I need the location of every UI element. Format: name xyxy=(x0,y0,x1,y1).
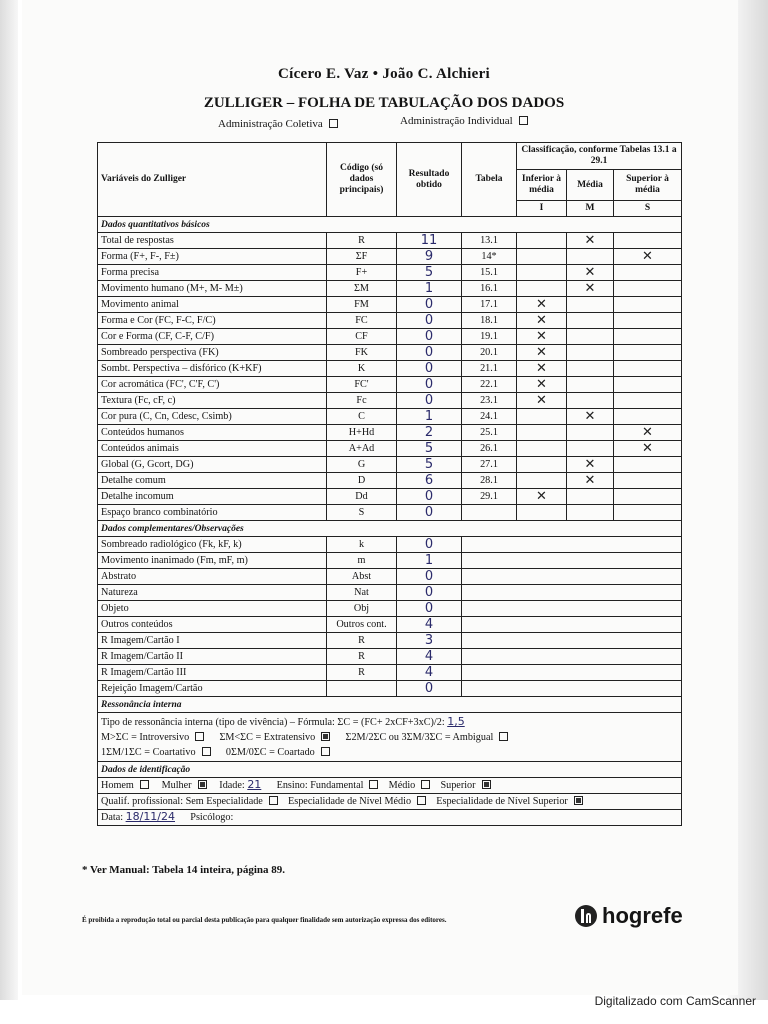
class-cell-i[interactable] xyxy=(517,425,567,441)
header-media: Média xyxy=(567,170,614,201)
class-cell-i[interactable] xyxy=(517,361,567,377)
row-code: F+ xyxy=(327,265,397,281)
row-code: S xyxy=(327,505,397,521)
table-row xyxy=(98,393,682,409)
table-row xyxy=(98,345,682,361)
row-name: Cor e Forma (CF, C-F, C/F) xyxy=(98,329,327,345)
comp-code: R xyxy=(327,649,397,665)
row-result[interactable]: 1 xyxy=(397,281,462,297)
row-result[interactable]: 5 xyxy=(397,265,462,281)
section-complementares: Dados complementares/Observações xyxy=(98,521,682,537)
ensino-label: Ensino: Fundamental xyxy=(276,780,364,791)
row-code: CF xyxy=(327,329,397,345)
class-cell-m[interactable] xyxy=(567,265,614,281)
row-table: 23.1 xyxy=(462,393,517,409)
table-row xyxy=(98,409,682,425)
class-cell-i[interactable] xyxy=(517,265,567,281)
table-row xyxy=(98,617,682,633)
ressonancia-formula: Tipo de ressonância interna (tipo de vivência) – Fórmula: ΣC = (FC+ 2xCF+3xC)/2: xyxy=(101,717,445,728)
class-cell-m[interactable] xyxy=(567,489,614,505)
comp-result[interactable]: 0 xyxy=(397,681,462,697)
admin-coletiva-checkbox[interactable] xyxy=(329,119,338,128)
row-name: Conteúdos humanos xyxy=(98,425,327,441)
comp-name: R Imagem/Cartão III xyxy=(98,665,327,681)
row-name: Sombt. Perspectiva – disfórico (K+KF) xyxy=(98,361,327,377)
introversivo-checkbox[interactable] xyxy=(195,732,204,741)
extratensivo-label: ΣM<ΣC = Extratensivo xyxy=(219,732,316,743)
class-cell-s[interactable] xyxy=(614,377,682,393)
idade-value[interactable]: 21 xyxy=(247,778,262,791)
x-mark-icon: ✕ xyxy=(536,312,547,328)
table-row xyxy=(98,681,682,697)
nivel-medio-checkbox[interactable] xyxy=(417,796,426,805)
class-cell-i[interactable] xyxy=(517,377,567,393)
comp-result[interactable]: 1 xyxy=(397,553,462,569)
x-mark-icon: ✕ xyxy=(584,456,596,472)
sem-especialidade-checkbox[interactable] xyxy=(269,796,278,805)
admin-coletiva xyxy=(218,118,338,130)
class-cell-s[interactable] xyxy=(614,441,682,457)
footnote: * Ver Manual: Tabela 14 inteira, página 89. xyxy=(82,864,286,876)
identificacao-row-1 xyxy=(98,778,682,794)
comp-name: Sombreado radiológico (Fk, kF, k) xyxy=(98,537,327,553)
row-code: FC' xyxy=(327,377,397,393)
row-result[interactable]: 1 xyxy=(397,409,462,425)
comp-name: Rejeição Imagem/Cartão xyxy=(98,681,327,697)
row-name: Forma precisa xyxy=(98,265,327,281)
ambigual-checkbox[interactable] xyxy=(499,732,508,741)
coartado-label: 0ΣM/0ΣC = Coartado xyxy=(225,747,315,758)
row-table: 14* xyxy=(462,249,517,265)
table-row xyxy=(98,649,682,665)
row-name: Total de respostas xyxy=(98,233,327,249)
comp-code: Abst xyxy=(327,569,397,585)
class-cell-s[interactable] xyxy=(614,409,682,425)
comp-code: Obj xyxy=(327,601,397,617)
comp-blank xyxy=(462,649,682,665)
x-mark-icon: ✕ xyxy=(584,472,596,488)
admin-individual-checkbox[interactable] xyxy=(519,116,528,125)
comp-blank xyxy=(462,569,682,585)
row-code: FK xyxy=(327,345,397,361)
ressonancia-block xyxy=(98,713,682,762)
class-cell-m[interactable] xyxy=(567,233,614,249)
ressonancia-value[interactable]: 1,5 xyxy=(447,715,465,728)
class-cell-i[interactable] xyxy=(517,489,567,505)
class-cell-m[interactable] xyxy=(567,361,614,377)
header-variaveis: Variáveis do Zulliger xyxy=(98,143,327,217)
row-code: C xyxy=(327,409,397,425)
row-table: 18.1 xyxy=(462,313,517,329)
x-mark-icon: ✕ xyxy=(642,424,653,440)
class-cell-i[interactable] xyxy=(517,281,567,297)
row-table: 24.1 xyxy=(462,409,517,425)
row-name: Forma e Cor (FC, F-C, F/C) xyxy=(98,313,327,329)
coartado-checkbox[interactable] xyxy=(321,747,330,756)
comp-blank xyxy=(462,601,682,617)
introversivo-label: M>ΣC = Introversivo xyxy=(101,732,190,743)
header-classificacao: Classificação, conforme Tabelas 13.1 a 29.1 xyxy=(517,143,682,170)
table-row xyxy=(98,297,682,313)
table-row xyxy=(98,361,682,377)
class-cell-s[interactable] xyxy=(614,313,682,329)
extratensivo-checkbox[interactable] xyxy=(321,732,330,741)
row-table: 29.1 xyxy=(462,489,517,505)
header-inferior: Inferior à média xyxy=(517,170,567,201)
table-row xyxy=(98,329,682,345)
scan-edge-left xyxy=(0,0,18,1000)
table-row xyxy=(98,425,682,441)
comp-name: R Imagem/Cartão II xyxy=(98,649,327,665)
class-cell-i[interactable] xyxy=(517,313,567,329)
row-code: ΣF xyxy=(327,249,397,265)
table-row xyxy=(98,313,682,329)
class-cell-s[interactable] xyxy=(614,457,682,473)
class-cell-s[interactable] xyxy=(614,281,682,297)
class-cell-s[interactable] xyxy=(614,489,682,505)
admin-individual-label: Administração Individual xyxy=(400,115,513,127)
class-cell-m[interactable] xyxy=(567,329,614,345)
comp-result[interactable]: 4 xyxy=(397,617,462,633)
table-row xyxy=(98,281,682,297)
row-name: Sombreado perspectiva (FK) xyxy=(98,345,327,361)
row-table: 28.1 xyxy=(462,473,517,489)
row-table: 15.1 xyxy=(462,265,517,281)
class-cell-i[interactable] xyxy=(517,345,567,361)
row-name: Detalhe incomum xyxy=(98,489,327,505)
x-mark-icon: ✕ xyxy=(536,392,547,408)
row-table: 27.1 xyxy=(462,457,517,473)
table-row xyxy=(98,601,682,617)
class-cell-s[interactable] xyxy=(614,329,682,345)
row-name: Detalhe comum xyxy=(98,473,327,489)
class-cell-m[interactable] xyxy=(567,377,614,393)
class-cell-s[interactable] xyxy=(614,249,682,265)
table-row xyxy=(98,537,682,553)
class-cell-s[interactable] xyxy=(614,265,682,281)
homem-checkbox[interactable] xyxy=(140,780,149,789)
header-resultado: Resultado obtido xyxy=(397,143,462,217)
comp-code: R xyxy=(327,665,397,681)
table-row xyxy=(98,457,682,473)
comp-name: Movimento inanimado (Fm, mF, m) xyxy=(98,553,327,569)
comp-result[interactable]: 4 xyxy=(397,649,462,665)
row-table: 20.1 xyxy=(462,345,517,361)
x-mark-icon: ✕ xyxy=(584,280,596,296)
table-row xyxy=(98,249,682,265)
table-row xyxy=(98,489,682,505)
idade-label: Idade: xyxy=(219,780,245,791)
row-name: Forma (F+, F-, F±) xyxy=(98,249,327,265)
class-cell-i[interactable] xyxy=(517,297,567,313)
class-cell-m[interactable] xyxy=(567,249,614,265)
fundamental-checkbox[interactable] xyxy=(369,780,378,789)
comp-result[interactable]: 0 xyxy=(397,601,462,617)
row-result[interactable]: 0 xyxy=(397,505,462,521)
header-s: S xyxy=(614,201,682,217)
x-mark-icon: ✕ xyxy=(536,296,547,312)
class-cell-s[interactable] xyxy=(614,393,682,409)
class-cell-i[interactable] xyxy=(517,329,567,345)
hogrefe-logo-text: hogrefe xyxy=(602,903,683,928)
section-quantitativos: Dados quantitativos básicos xyxy=(98,217,682,233)
superior-label: Superior xyxy=(440,780,476,791)
section-ressonancia: Ressonância interna xyxy=(98,697,682,713)
row-result[interactable]: 0 xyxy=(397,345,462,361)
row-code: H+Hd xyxy=(327,425,397,441)
comp-name: Objeto xyxy=(98,601,327,617)
x-mark-icon: ✕ xyxy=(536,376,547,392)
table-row xyxy=(98,377,682,393)
class-cell-s[interactable] xyxy=(614,297,682,313)
row-name: Espaço branco combinatório xyxy=(98,505,327,521)
comp-code: k xyxy=(327,537,397,553)
x-mark-icon: ✕ xyxy=(536,488,547,504)
admin-coletiva-label: Administração Coletiva xyxy=(218,118,323,130)
section-identificacao: Dados de identificação xyxy=(98,762,682,778)
row-result[interactable]: 11 xyxy=(397,233,462,249)
comp-blank xyxy=(462,633,682,649)
table-row xyxy=(98,665,682,681)
row-table: 25.1 xyxy=(462,425,517,441)
row-code: G xyxy=(327,457,397,473)
comp-blank xyxy=(462,537,682,553)
table-row xyxy=(98,473,682,489)
row-name: Cor pura (C, Cn, Cdesc, Csimb) xyxy=(98,409,327,425)
comp-code: Nat xyxy=(327,585,397,601)
row-table: 26.1 xyxy=(462,441,517,457)
row-code: FM xyxy=(327,297,397,313)
class-cell-s[interactable] xyxy=(614,473,682,489)
tabulation-table xyxy=(97,142,682,826)
medio-label: Médio xyxy=(388,780,416,791)
class-cell-i[interactable] xyxy=(517,233,567,249)
class-cell-i[interactable] xyxy=(517,249,567,265)
data-label: Data: xyxy=(101,812,124,823)
row-code: K xyxy=(327,361,397,377)
row-result[interactable]: 9 xyxy=(397,249,462,265)
row-table: 16.1 xyxy=(462,281,517,297)
comp-name: R Imagem/Cartão I xyxy=(98,633,327,649)
row-result[interactable]: 5 xyxy=(397,457,462,473)
x-mark-icon: ✕ xyxy=(584,264,596,280)
class-cell-i[interactable] xyxy=(517,393,567,409)
row-name: Global (G, Gcort, DG) xyxy=(98,457,327,473)
comp-code: R xyxy=(327,633,397,649)
row-result[interactable]: 0 xyxy=(397,393,462,409)
nivel-medio-label: Especialidade de Nível Médio xyxy=(288,795,412,807)
hogrefe-logo xyxy=(575,902,683,930)
comp-name: Outros conteúdos xyxy=(98,617,327,633)
admin-individual xyxy=(400,115,528,127)
legal-notice: É proibida a reprodução total ou parcial desta publicação para qualquer finalidade sem autorização expressa dos editores. xyxy=(82,916,447,924)
header-tabela: Tabela xyxy=(462,143,517,217)
row-name: Textura (Fc, cF, c) xyxy=(98,393,327,409)
comp-blank xyxy=(462,681,682,697)
qualif-label: Qualif. profissional: Sem Especialidade xyxy=(101,795,263,807)
row-code: R xyxy=(327,233,397,249)
table-row xyxy=(98,553,682,569)
comp-result[interactable]: 3 xyxy=(397,633,462,649)
table-row xyxy=(98,585,682,601)
class-cell-m[interactable] xyxy=(567,473,614,489)
authors: Cícero E. Vaz • João C. Alchieri xyxy=(277,66,491,82)
comp-code: Outros cont. xyxy=(327,617,397,633)
class-cell-m[interactable] xyxy=(567,345,614,361)
x-mark-icon: ✕ xyxy=(536,328,547,344)
ambigual-label: Σ2M/2ΣC ou 3ΣM/3ΣC = Ambigual xyxy=(345,732,494,743)
table-row xyxy=(98,505,682,521)
row-code: Fc xyxy=(327,393,397,409)
row-result[interactable]: 0 xyxy=(397,489,462,505)
row-table: 17.1 xyxy=(462,297,517,313)
comp-blank xyxy=(462,585,682,601)
comp-blank xyxy=(462,617,682,633)
class-cell-s[interactable] xyxy=(614,345,682,361)
medio-checkbox[interactable] xyxy=(421,780,430,789)
class-cell-i[interactable] xyxy=(517,473,567,489)
row-table: 22.1 xyxy=(462,377,517,393)
class-cell-m[interactable] xyxy=(567,313,614,329)
camscanner-watermark: Digitalizado com CamScanner xyxy=(594,994,756,1008)
class-cell-s[interactable] xyxy=(614,361,682,377)
form-title: ZULLIGER – FOLHA DE TABULAÇÃO DOS DADOS xyxy=(203,95,565,111)
class-cell-m[interactable] xyxy=(567,409,614,425)
comp-blank xyxy=(462,553,682,569)
hogrefe-logo-icon xyxy=(575,905,597,927)
row-table xyxy=(462,505,517,521)
coartativo-label: 1ΣM/1ΣC = Coartativo xyxy=(101,747,196,758)
row-code: A+Ad xyxy=(327,441,397,457)
mulher-label: Mulher xyxy=(161,780,192,791)
row-name: Movimento humano (M+, M- M±) xyxy=(98,281,327,297)
comp-result[interactable]: 4 xyxy=(397,665,462,681)
comp-result[interactable]: 0 xyxy=(397,585,462,601)
class-cell-s[interactable] xyxy=(614,505,682,521)
row-code: ΣM xyxy=(327,281,397,297)
row-name: Cor acromática (FC', C'F, C') xyxy=(98,377,327,393)
x-mark-icon: ✕ xyxy=(536,360,547,376)
data-value[interactable]: 18/11/24 xyxy=(125,810,176,823)
class-cell-m[interactable] xyxy=(567,393,614,409)
header-codigo: Código (só dados principais) xyxy=(327,143,397,217)
identificacao-row-2 xyxy=(98,794,682,810)
header-i: I xyxy=(517,201,567,217)
row-result[interactable]: 0 xyxy=(397,377,462,393)
class-cell-i[interactable] xyxy=(517,457,567,473)
table-row xyxy=(98,441,682,457)
mulher-checkbox[interactable] xyxy=(198,780,207,789)
class-cell-s[interactable] xyxy=(614,233,682,249)
class-cell-m[interactable] xyxy=(567,441,614,457)
row-code: D xyxy=(327,473,397,489)
comp-result[interactable]: 0 xyxy=(397,569,462,585)
comp-code: m xyxy=(327,553,397,569)
row-result[interactable]: 5 xyxy=(397,441,462,457)
x-mark-icon: ✕ xyxy=(642,440,653,456)
row-code: FC xyxy=(327,313,397,329)
table-row xyxy=(98,633,682,649)
class-cell-s[interactable] xyxy=(614,425,682,441)
row-table: 19.1 xyxy=(462,329,517,345)
comp-name: Natureza xyxy=(98,585,327,601)
identificacao-row-3 xyxy=(98,810,682,826)
coartativo-checkbox[interactable] xyxy=(202,747,211,756)
class-cell-m[interactable] xyxy=(567,505,614,521)
row-name: Conteúdos animais xyxy=(98,441,327,457)
row-result[interactable]: 0 xyxy=(397,329,462,345)
nivel-superior-checkbox[interactable] xyxy=(574,796,583,805)
class-cell-i[interactable] xyxy=(517,409,567,425)
row-result[interactable]: 0 xyxy=(397,297,462,313)
superior-checkbox[interactable] xyxy=(482,780,491,789)
comp-name: Abstrato xyxy=(98,569,327,585)
class-cell-m[interactable] xyxy=(567,297,614,313)
comp-result[interactable]: 0 xyxy=(397,537,462,553)
table-row xyxy=(98,569,682,585)
comp-blank xyxy=(462,665,682,681)
homem-label: Homem xyxy=(101,780,134,791)
table-row xyxy=(98,233,682,249)
row-result[interactable]: 2 xyxy=(397,425,462,441)
class-cell-i[interactable] xyxy=(517,441,567,457)
psicologo-label: Psicólogo: xyxy=(190,812,234,823)
row-table: 21.1 xyxy=(462,361,517,377)
class-cell-m[interactable] xyxy=(567,457,614,473)
x-mark-icon: ✕ xyxy=(584,408,596,424)
table-row xyxy=(98,265,682,281)
x-mark-icon: ✕ xyxy=(536,344,547,360)
class-cell-m[interactable] xyxy=(567,425,614,441)
comp-code xyxy=(327,681,397,697)
class-cell-i[interactable] xyxy=(517,505,567,521)
x-mark-icon: ✕ xyxy=(584,232,596,248)
x-mark-icon: ✕ xyxy=(642,248,653,264)
row-result[interactable]: 0 xyxy=(397,313,462,329)
row-name: Movimento animal xyxy=(98,297,327,313)
header-m: M xyxy=(567,201,614,217)
header-superior: Superior à média xyxy=(614,170,682,201)
nivel-superior-label: Especialidade de Nível Superior xyxy=(436,795,568,807)
row-result[interactable]: 0 xyxy=(397,361,462,377)
row-table: 13.1 xyxy=(462,233,517,249)
row-result[interactable]: 6 xyxy=(397,473,462,489)
row-code: Dd xyxy=(327,489,397,505)
class-cell-m[interactable] xyxy=(567,281,614,297)
